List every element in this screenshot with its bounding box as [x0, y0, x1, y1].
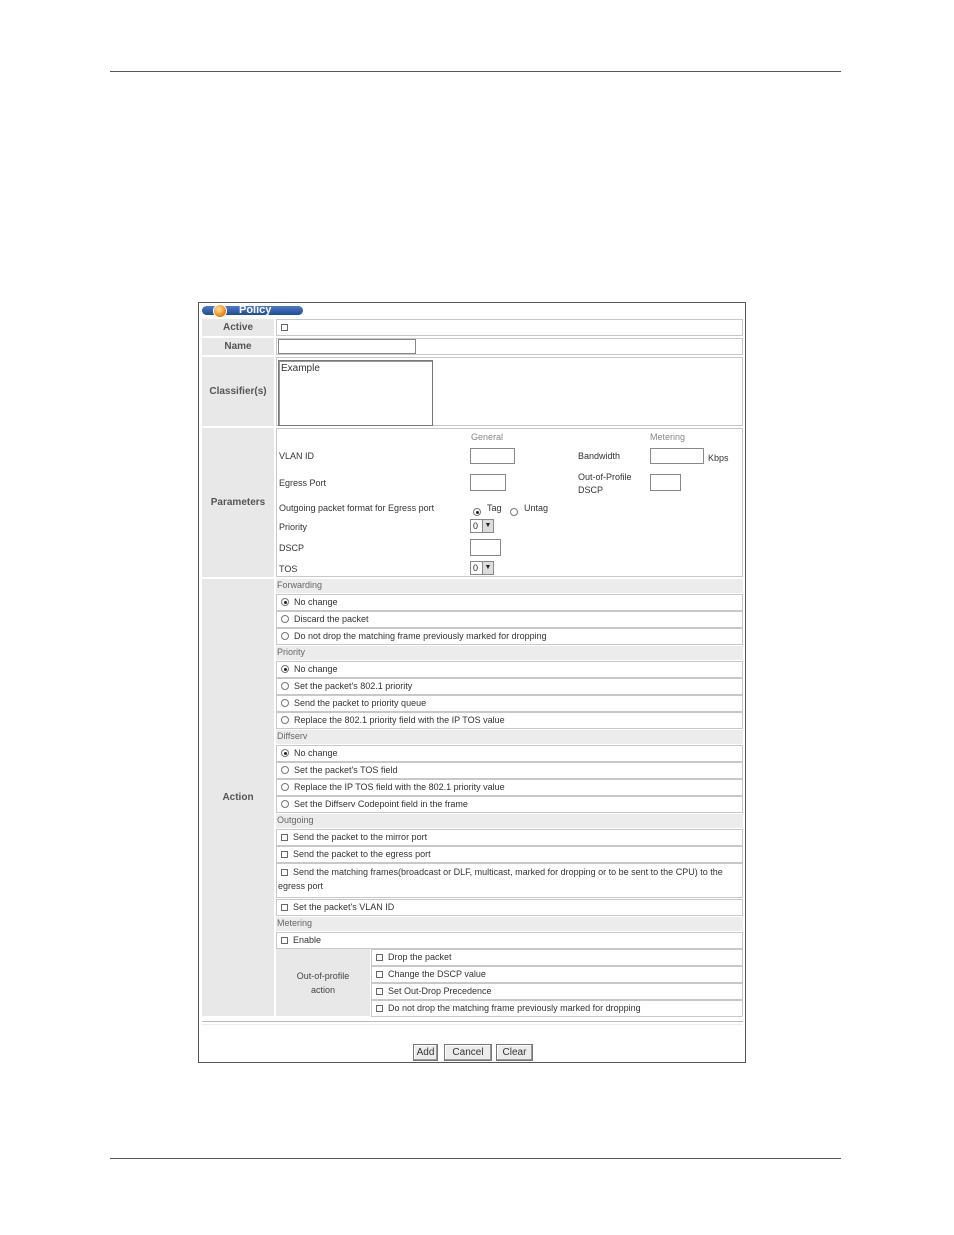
classifiers-cell — [276, 357, 743, 426]
diffserv-radio[interactable] — [281, 800, 289, 808]
classifier-option[interactable]: Example — [281, 363, 320, 374]
active-label: Active — [202, 319, 274, 336]
priority-label: Priority — [279, 522, 308, 532]
out-of-profile-option[interactable]: Change the DSCP value — [371, 966, 743, 983]
metering-enable-checkbox[interactable] — [281, 937, 288, 944]
policy-orb-icon — [213, 304, 227, 318]
diffserv-option[interactable]: Set the packet's TOS field — [276, 762, 743, 779]
tag-label: Tag — [487, 503, 502, 513]
policy-title-bar — [202, 306, 303, 315]
priority-option[interactable]: No change — [276, 661, 743, 678]
outgoing-format-label: Outgoing packet format for Egress port — [279, 503, 435, 513]
vlan-id-label: VLAN ID — [279, 451, 315, 461]
diffserv-section-title: Diffserv — [276, 730, 743, 744]
name-cell — [276, 338, 743, 355]
priority-option[interactable]: Send the packet to priority queue — [276, 695, 743, 712]
outgoing-checkbox[interactable] — [281, 834, 288, 841]
egress-port-input[interactable] — [470, 474, 506, 491]
outgoing-checkbox[interactable] — [281, 851, 288, 858]
general-header: General — [471, 432, 504, 442]
active-cell — [276, 319, 743, 336]
forwarding-option[interactable]: No change — [276, 594, 743, 611]
out-of-profile-option[interactable]: Do not drop the matching frame previously marked for dropping — [371, 1000, 743, 1017]
diffserv-option[interactable]: Set the Diffserv Codepoint field in the frame — [276, 796, 743, 813]
diffserv-radio[interactable] — [281, 766, 289, 774]
bandwidth-input[interactable] — [650, 448, 704, 464]
tos-select-value: 0 — [473, 563, 479, 573]
out-of-profile-checkbox[interactable] — [376, 971, 383, 978]
bandwidth-label: Bandwidth — [578, 451, 621, 461]
form-divider — [202, 1021, 743, 1025]
vlan-id-input[interactable] — [470, 448, 515, 464]
action-label: Action — [202, 579, 274, 1016]
add-button[interactable]: Add — [413, 1044, 438, 1061]
classifier-listbox[interactable] — [278, 360, 433, 426]
out-of-profile-dscp-input[interactable] — [650, 474, 681, 491]
outgoing-checkbox[interactable] — [281, 869, 288, 876]
outgoing-checkbox[interactable] — [281, 904, 288, 911]
out-of-profile-checkbox[interactable] — [376, 988, 383, 995]
parameters-label: Parameters — [202, 428, 274, 577]
outgoing-option[interactable]: Set the packet's VLAN ID — [276, 899, 743, 916]
kbps-label: Kbps — [708, 453, 729, 463]
parameters-cell — [276, 428, 743, 577]
priority-option[interactable]: Set the packet's 802.1 priority — [276, 678, 743, 695]
priority-section-title: Priority — [276, 646, 743, 660]
dscp-label: DSCP — [279, 543, 305, 553]
out-of-profile-dscp-label: Out-of-Profile DSCP — [578, 472, 632, 495]
forwarding-radio[interactable] — [281, 598, 289, 606]
chevron-down-icon: ▼ — [482, 520, 493, 532]
priority-select[interactable] — [470, 519, 494, 533]
diffserv-option[interactable]: No change — [276, 745, 743, 762]
chevron-down-icon: ▼ — [482, 562, 493, 574]
egress-port-label: Egress Port — [279, 478, 327, 488]
outgoing-option[interactable]: Send the packet to the egress port — [276, 846, 743, 863]
forwarding-option[interactable]: Discard the packet — [276, 611, 743, 628]
priority-radio[interactable] — [281, 682, 289, 690]
out-of-profile-checkbox[interactable] — [376, 954, 383, 961]
outgoing-option[interactable]: Send the packet to the mirror port — [276, 829, 743, 846]
metering-header: Metering — [650, 432, 686, 442]
forwarding-radio[interactable] — [281, 632, 289, 640]
metering-enable-row[interactable]: Enable — [276, 932, 743, 949]
tag-radio[interactable] — [473, 502, 486, 520]
priority-select-value: 0 — [473, 521, 479, 531]
name-label: Name — [202, 338, 274, 355]
forwarding-section-title: Forwarding — [276, 579, 743, 593]
out-of-profile-option[interactable]: Set Out-Drop Precedence — [371, 983, 743, 1000]
out-of-profile-action-label: Out-of-profile action — [276, 949, 370, 1016]
clear-button[interactable]: Clear — [496, 1044, 533, 1061]
forwarding-option[interactable]: Do not drop the matching frame previously marked for dropping — [276, 628, 743, 645]
classifiers-label: Classifier(s) — [202, 357, 274, 426]
diffserv-radio[interactable] — [281, 783, 289, 791]
priority-option[interactable]: Replace the 802.1 priority field with the IP TOS value — [276, 712, 743, 729]
policy-title: Policy — [239, 304, 272, 316]
metering-section-title: Metering — [276, 917, 743, 931]
tos-select[interactable] — [470, 561, 494, 575]
name-input[interactable] — [278, 339, 416, 354]
untag-label: Untag — [524, 503, 549, 513]
diffserv-option[interactable]: Replace the IP TOS field with the 802.1 priority value — [276, 779, 743, 796]
policy-panel — [198, 302, 746, 1063]
priority-radio[interactable] — [281, 699, 289, 707]
out-of-profile-option[interactable]: Drop the packet — [371, 949, 743, 966]
diffserv-radio[interactable] — [281, 749, 289, 757]
outgoing-option[interactable]: Send the matching frames(broadcast or DLF, multicast, marked for dropping or to be sent to the CPU) to the egress port — [276, 863, 743, 898]
dscp-input[interactable] — [470, 539, 501, 556]
untag-radio[interactable] — [510, 502, 523, 520]
priority-radio[interactable] — [281, 716, 289, 724]
tos-label: TOS — [279, 564, 298, 574]
forwarding-radio[interactable] — [281, 615, 289, 623]
page-top-rule — [110, 71, 841, 72]
out-of-profile-checkbox[interactable] — [376, 1005, 383, 1012]
outgoing-section-title: Outgoing — [276, 814, 743, 828]
page-bottom-rule — [110, 1158, 841, 1159]
priority-radio[interactable] — [281, 665, 289, 673]
active-checkbox[interactable] — [281, 324, 288, 331]
cancel-button[interactable]: Cancel — [444, 1044, 492, 1061]
